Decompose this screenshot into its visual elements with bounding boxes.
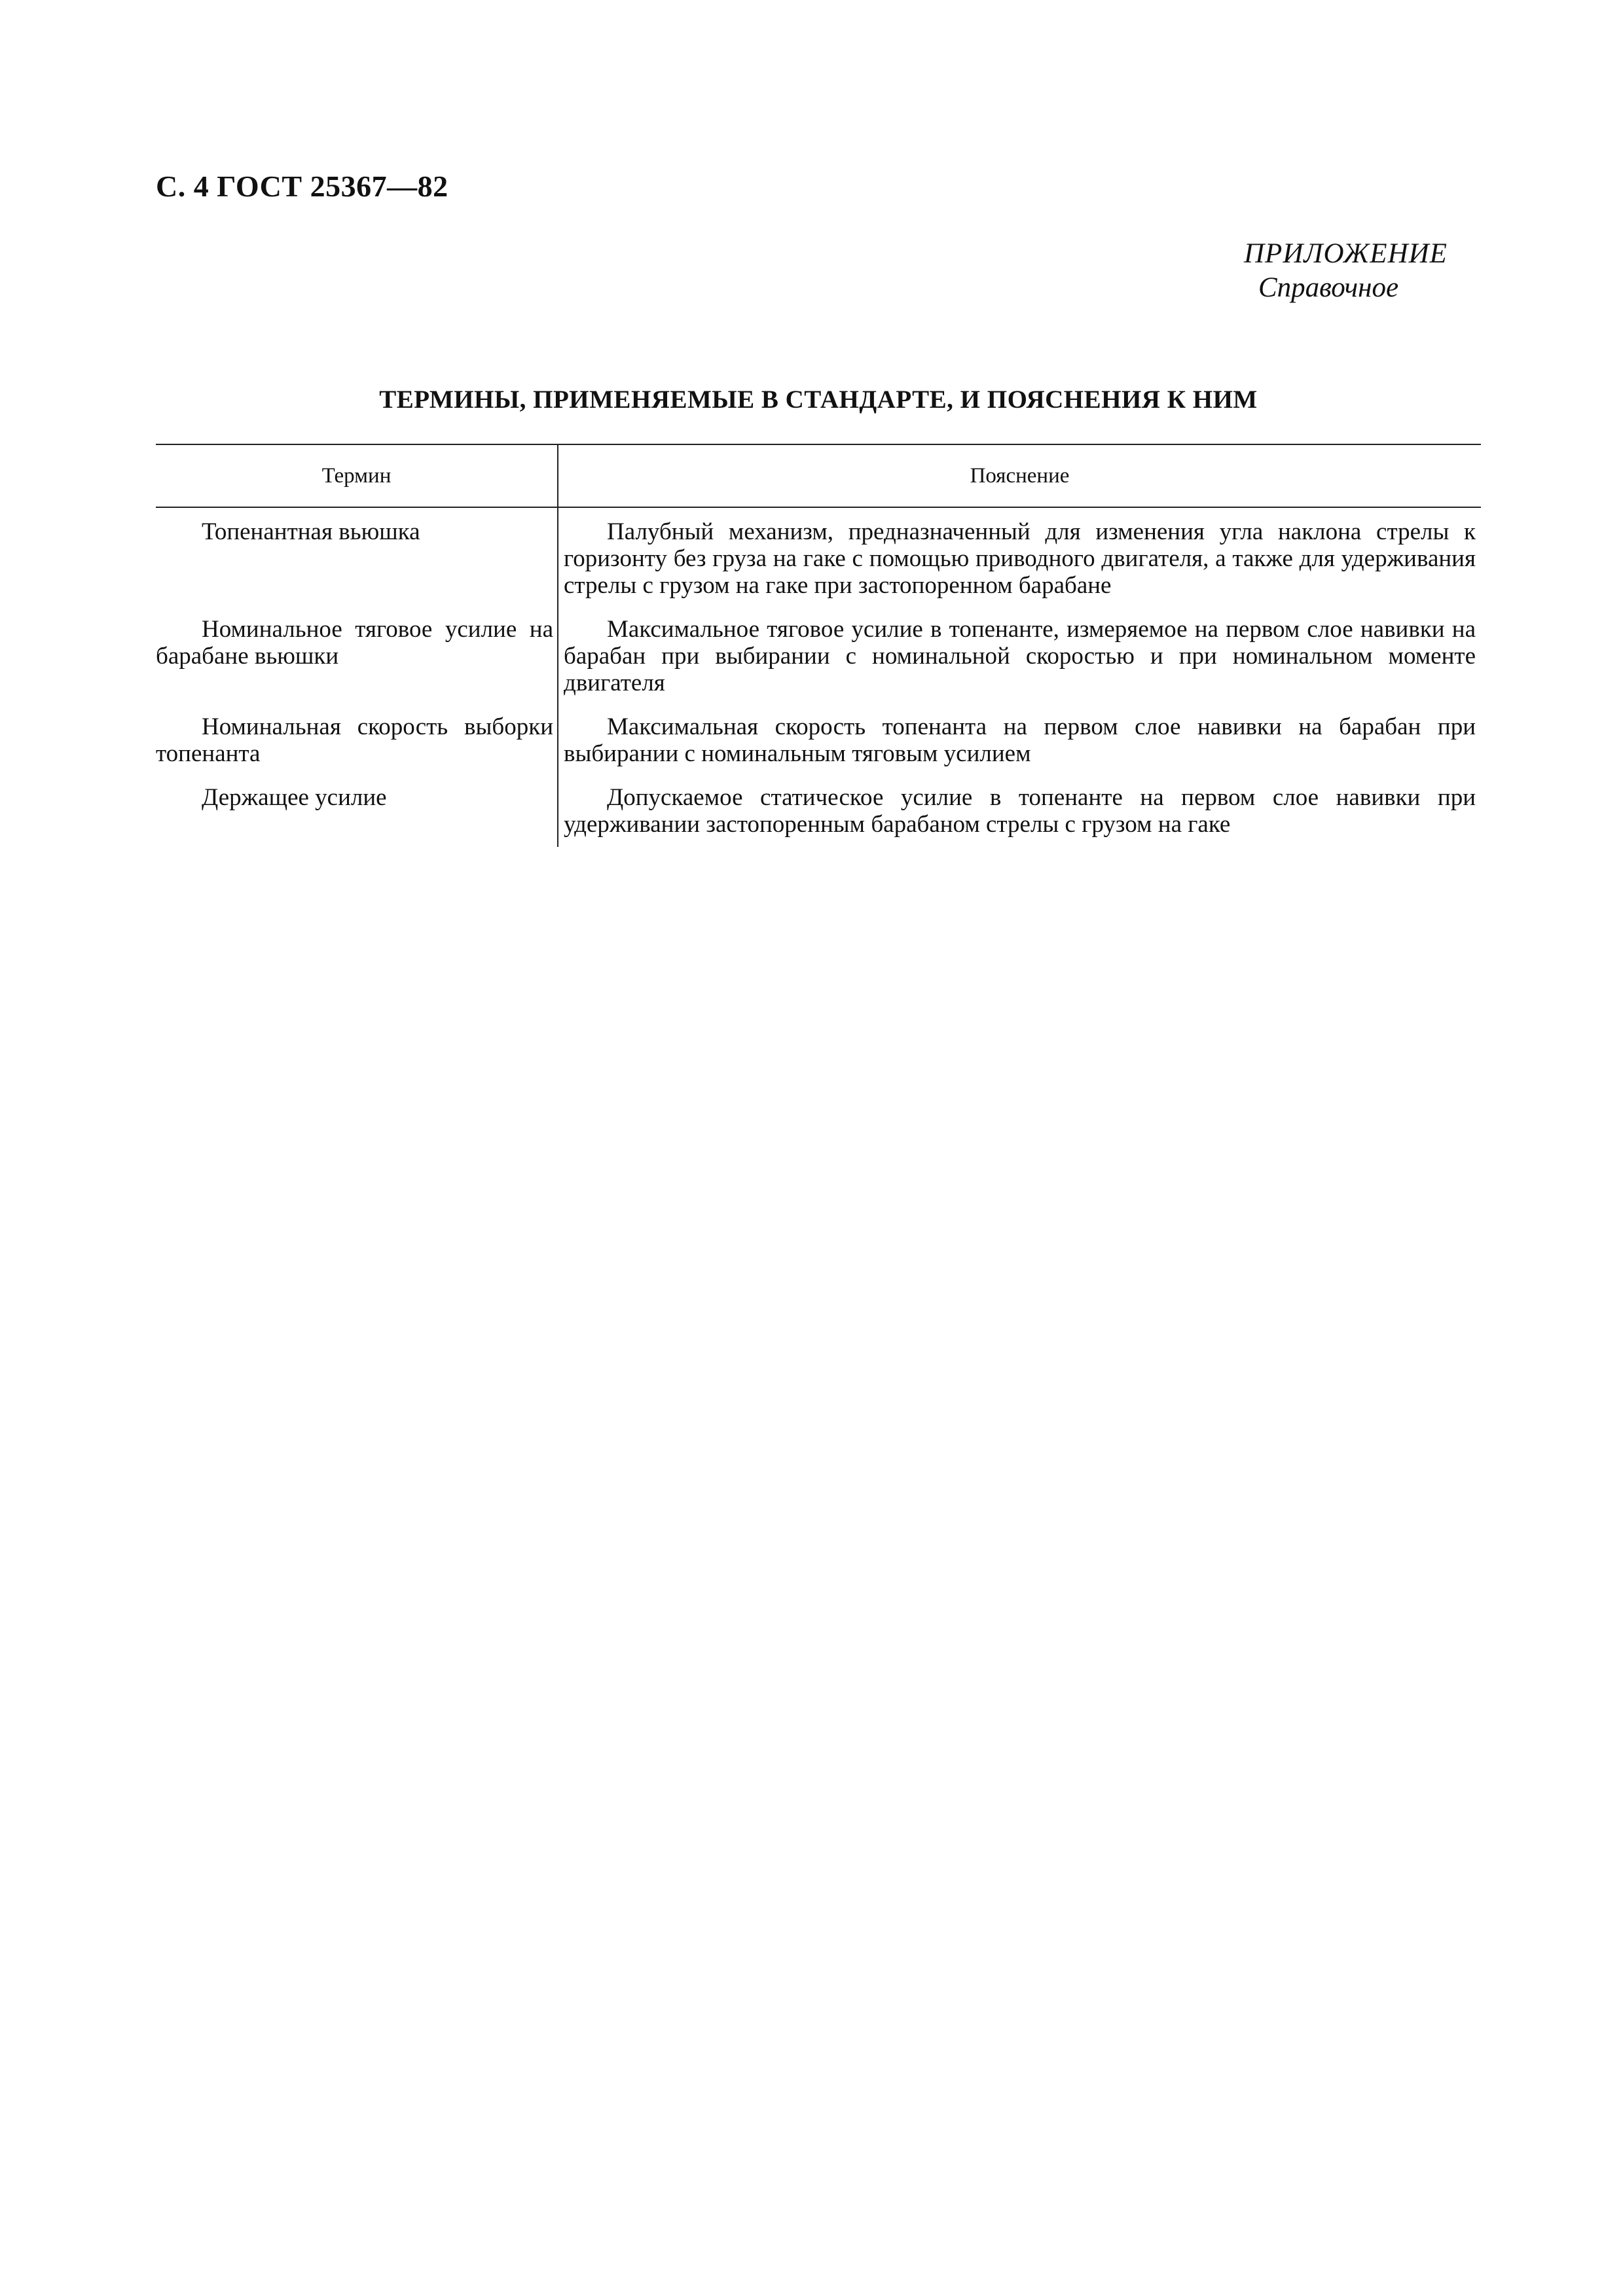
appendix-label: [1244, 237, 1493, 305]
table-row: [156, 713, 1481, 784]
table-header-row: [156, 444, 1481, 507]
explanation-cell: Палубный механизм, предназначенный для изменения угла наклона стрелы к горизонту без груза на гаке с помощью приводного двигателя, а также для удерживания стрелы с грузом на гаке при застопоренном барабане: [564, 518, 1476, 599]
appendix-title: ПРИЛОЖЕНИЕ: [1244, 238, 1448, 269]
explanation-cell: Максимальная скорость топенанта на первом слое навивки на барабан при выбирании с номинальным тяговым усилием: [564, 713, 1476, 767]
term-cell: Держащее усилие: [156, 784, 558, 847]
column-header-explanation: Пояснение: [558, 444, 1481, 507]
document-title: ТЕРМИНЫ, ПРИМЕНЯЕМЫЕ В СТАНДАРТЕ, И ПОЯСНЕНИЯ К НИМ: [379, 386, 1258, 414]
explanation-cell: Допускаемое статическое усилие в топенанте на первом слое навивки при удерживании застопоренным барабаном стрелы с грузом на гаке: [564, 784, 1476, 838]
terms-table: [156, 444, 1481, 847]
page-header: С. 4 ГОСТ 25367—82: [156, 170, 448, 203]
table-row: [156, 507, 1481, 616]
term-cell: Номинальное тяговое усилие на барабане вьюшки: [156, 616, 558, 713]
table-row: [156, 784, 1481, 847]
term-cell: Топенантная вьюшка: [156, 507, 558, 616]
table-row: [156, 616, 1481, 713]
explanation-cell: Максимальное тяговое усилие в топенанте, измеряемое на первом слое навивки на барабан при выбирании с номинальной скоростью и при номинальном моменте двигателя: [564, 616, 1476, 696]
appendix-type: Справочное: [1258, 272, 1399, 303]
column-header-term: Термин: [156, 444, 558, 507]
term-cell: Номинальная скорость выборки топенанта: [156, 713, 558, 784]
